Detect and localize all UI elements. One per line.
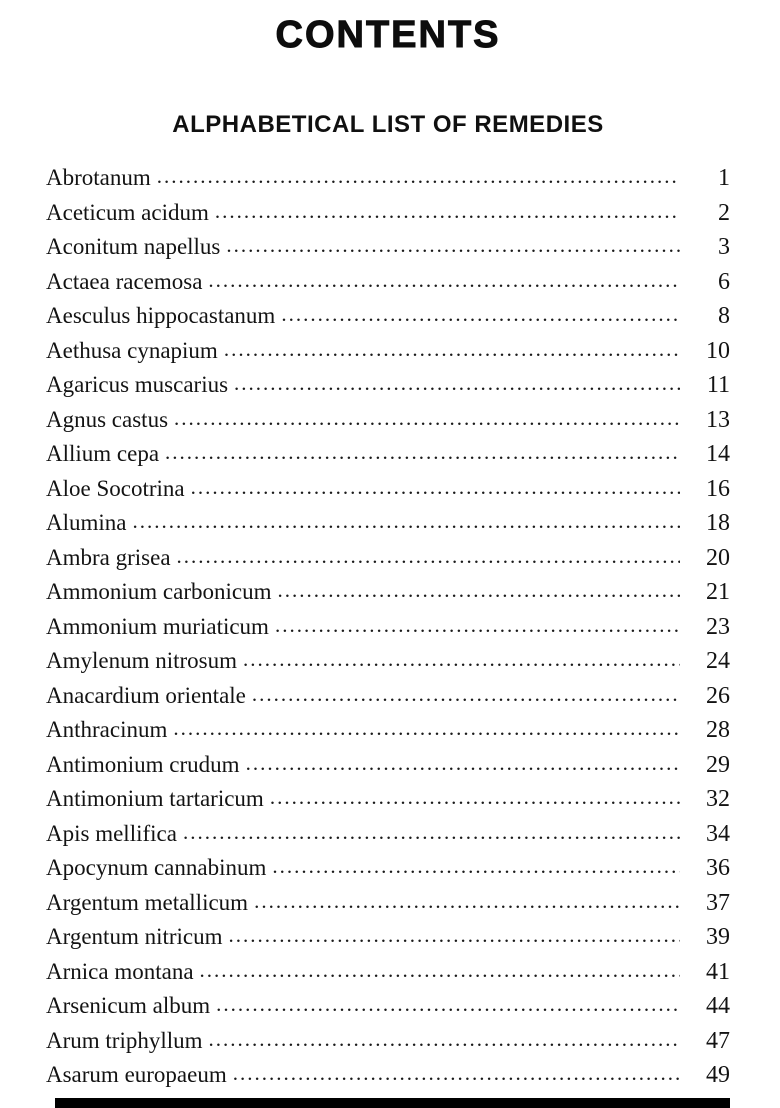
toc-row (46, 993, 730, 1028)
entry-page-number: 41 (706, 958, 730, 985)
dot-leader (252, 681, 680, 707)
entry-page-number: 36 (706, 855, 730, 881)
entry-page-number: 44 (706, 993, 730, 1019)
dot-leader (243, 646, 680, 672)
toc-row (46, 545, 730, 580)
dot-leader (209, 1026, 680, 1052)
toc-row (46, 200, 730, 235)
entry-label: Aloe Socotrina (46, 475, 185, 501)
toc-row (46, 372, 730, 407)
dot-leader (272, 853, 680, 879)
entry-label: Amylenum nitrosum (46, 648, 238, 673)
dot-leader (270, 784, 680, 810)
entry-label: Aesculus hippocastanum (46, 303, 276, 328)
entry-page-number: 18 (706, 510, 730, 536)
toc-row (46, 579, 730, 614)
entry-page-number: 13 (706, 406, 730, 433)
toc-row (46, 510, 730, 545)
entry-label: Antimonium tartaricum (46, 786, 264, 811)
entry-label: Asarum europaeum (46, 1062, 227, 1087)
entry-label: Aconitum napellus (46, 234, 221, 259)
entry-label: Allium cepa (46, 441, 160, 466)
entry-page-number: 29 (706, 751, 730, 778)
entry-label: Aethusa cynapium (46, 337, 218, 363)
entry-label: Apis mellifica (46, 820, 177, 846)
entry-page-number: 37 (706, 889, 730, 916)
entry-page-number: 39 (706, 924, 730, 950)
entry-label: Ammonium carbonicum (46, 579, 272, 604)
toc-row (46, 821, 730, 856)
entry-label: Apocynum cannabinum (46, 855, 267, 880)
entry-page-number: 47 (706, 1027, 730, 1054)
toc-row (46, 648, 730, 683)
entry-page-number: 11 (706, 372, 730, 398)
toc-row (46, 441, 730, 476)
dot-leader (224, 336, 680, 362)
dot-leader (226, 232, 680, 258)
toc-row (46, 855, 730, 890)
section-subtitle: ALPHABETICAL LIST OF REMEDIES (172, 111, 604, 138)
dot-leader (157, 163, 680, 189)
entry-page-number: 3 (718, 234, 730, 260)
dot-leader (216, 991, 680, 1017)
toc-row (46, 1062, 730, 1097)
dot-leader (233, 1060, 680, 1086)
dot-leader (200, 957, 680, 983)
entry-label: Agnus castus (46, 406, 169, 432)
entry-label: Ammonium muriaticum (46, 613, 269, 639)
toc-row (46, 614, 730, 649)
entry-label: Argentum nitricum (46, 924, 223, 949)
entry-label: Argentum metallicum (46, 889, 249, 915)
entry-label: Abrotanum (46, 165, 151, 190)
toc-row (46, 786, 730, 821)
entry-label: Aceticum acidum (46, 199, 209, 225)
entry-page-number: 10 (706, 337, 730, 364)
dot-leader (208, 267, 680, 293)
page-title: CONTENTS (275, 14, 501, 56)
dot-leader (183, 819, 680, 845)
toc-row (46, 407, 730, 442)
dot-leader (133, 508, 681, 534)
toc-row (46, 752, 730, 787)
entry-page-number: 8 (718, 303, 730, 329)
toc-row (46, 476, 730, 511)
entry-page-number: 6 (718, 268, 730, 295)
toc-row (46, 234, 730, 269)
entry-page-number: 26 (706, 682, 730, 709)
toc-row (46, 165, 730, 200)
entry-label: Alumina (46, 510, 127, 535)
toc-row (46, 924, 730, 959)
dot-leader (281, 301, 680, 327)
entry-label: Arsenicum album (46, 993, 211, 1018)
entry-label: Actaea racemosa (46, 268, 203, 294)
toc-list (46, 165, 730, 1097)
dot-leader (165, 439, 680, 465)
entry-label: Antimonium crudum (46, 751, 240, 777)
toc-row (46, 717, 730, 752)
entry-page-number: 21 (706, 579, 730, 605)
scan-edge-bar (55, 1098, 730, 1108)
dot-leader (254, 888, 680, 914)
dot-leader (246, 750, 680, 776)
entry-page-number: 34 (706, 820, 730, 847)
dot-leader (234, 370, 680, 396)
entry-page-number: 20 (706, 544, 730, 571)
entry-page-number: 32 (706, 786, 730, 812)
dot-leader (191, 474, 680, 500)
dot-leader (278, 577, 681, 603)
entry-page-number: 23 (706, 613, 730, 640)
toc-row (46, 683, 730, 718)
entry-label: Anthracinum (46, 717, 168, 742)
entry-page-number: 2 (718, 199, 730, 226)
toc-row (46, 890, 730, 925)
toc-row (46, 269, 730, 304)
dot-leader (275, 612, 680, 638)
entry-label: Ambra grisea (46, 544, 171, 570)
toc-row (46, 959, 730, 994)
entry-label: Anacardium orientale (46, 682, 246, 708)
entry-page-number: 16 (706, 475, 730, 502)
dot-leader (215, 198, 680, 224)
entry-page-number: 14 (706, 441, 730, 467)
entry-page-number: 1 (718, 165, 730, 191)
entry-label: Agaricus muscarius (46, 372, 229, 397)
toc-row (46, 303, 730, 338)
dot-leader (174, 405, 680, 431)
dot-leader (229, 922, 680, 948)
entry-page-number: 28 (706, 717, 730, 743)
entry-page-number: 49 (706, 1062, 730, 1088)
dot-leader (177, 543, 680, 569)
entry-page-number: 24 (706, 648, 730, 674)
dot-leader (173, 715, 680, 741)
toc-row (46, 1028, 730, 1063)
entry-label: Arnica montana (46, 958, 194, 984)
toc-row (46, 338, 730, 373)
entry-label: Arum triphyllum (46, 1027, 203, 1053)
